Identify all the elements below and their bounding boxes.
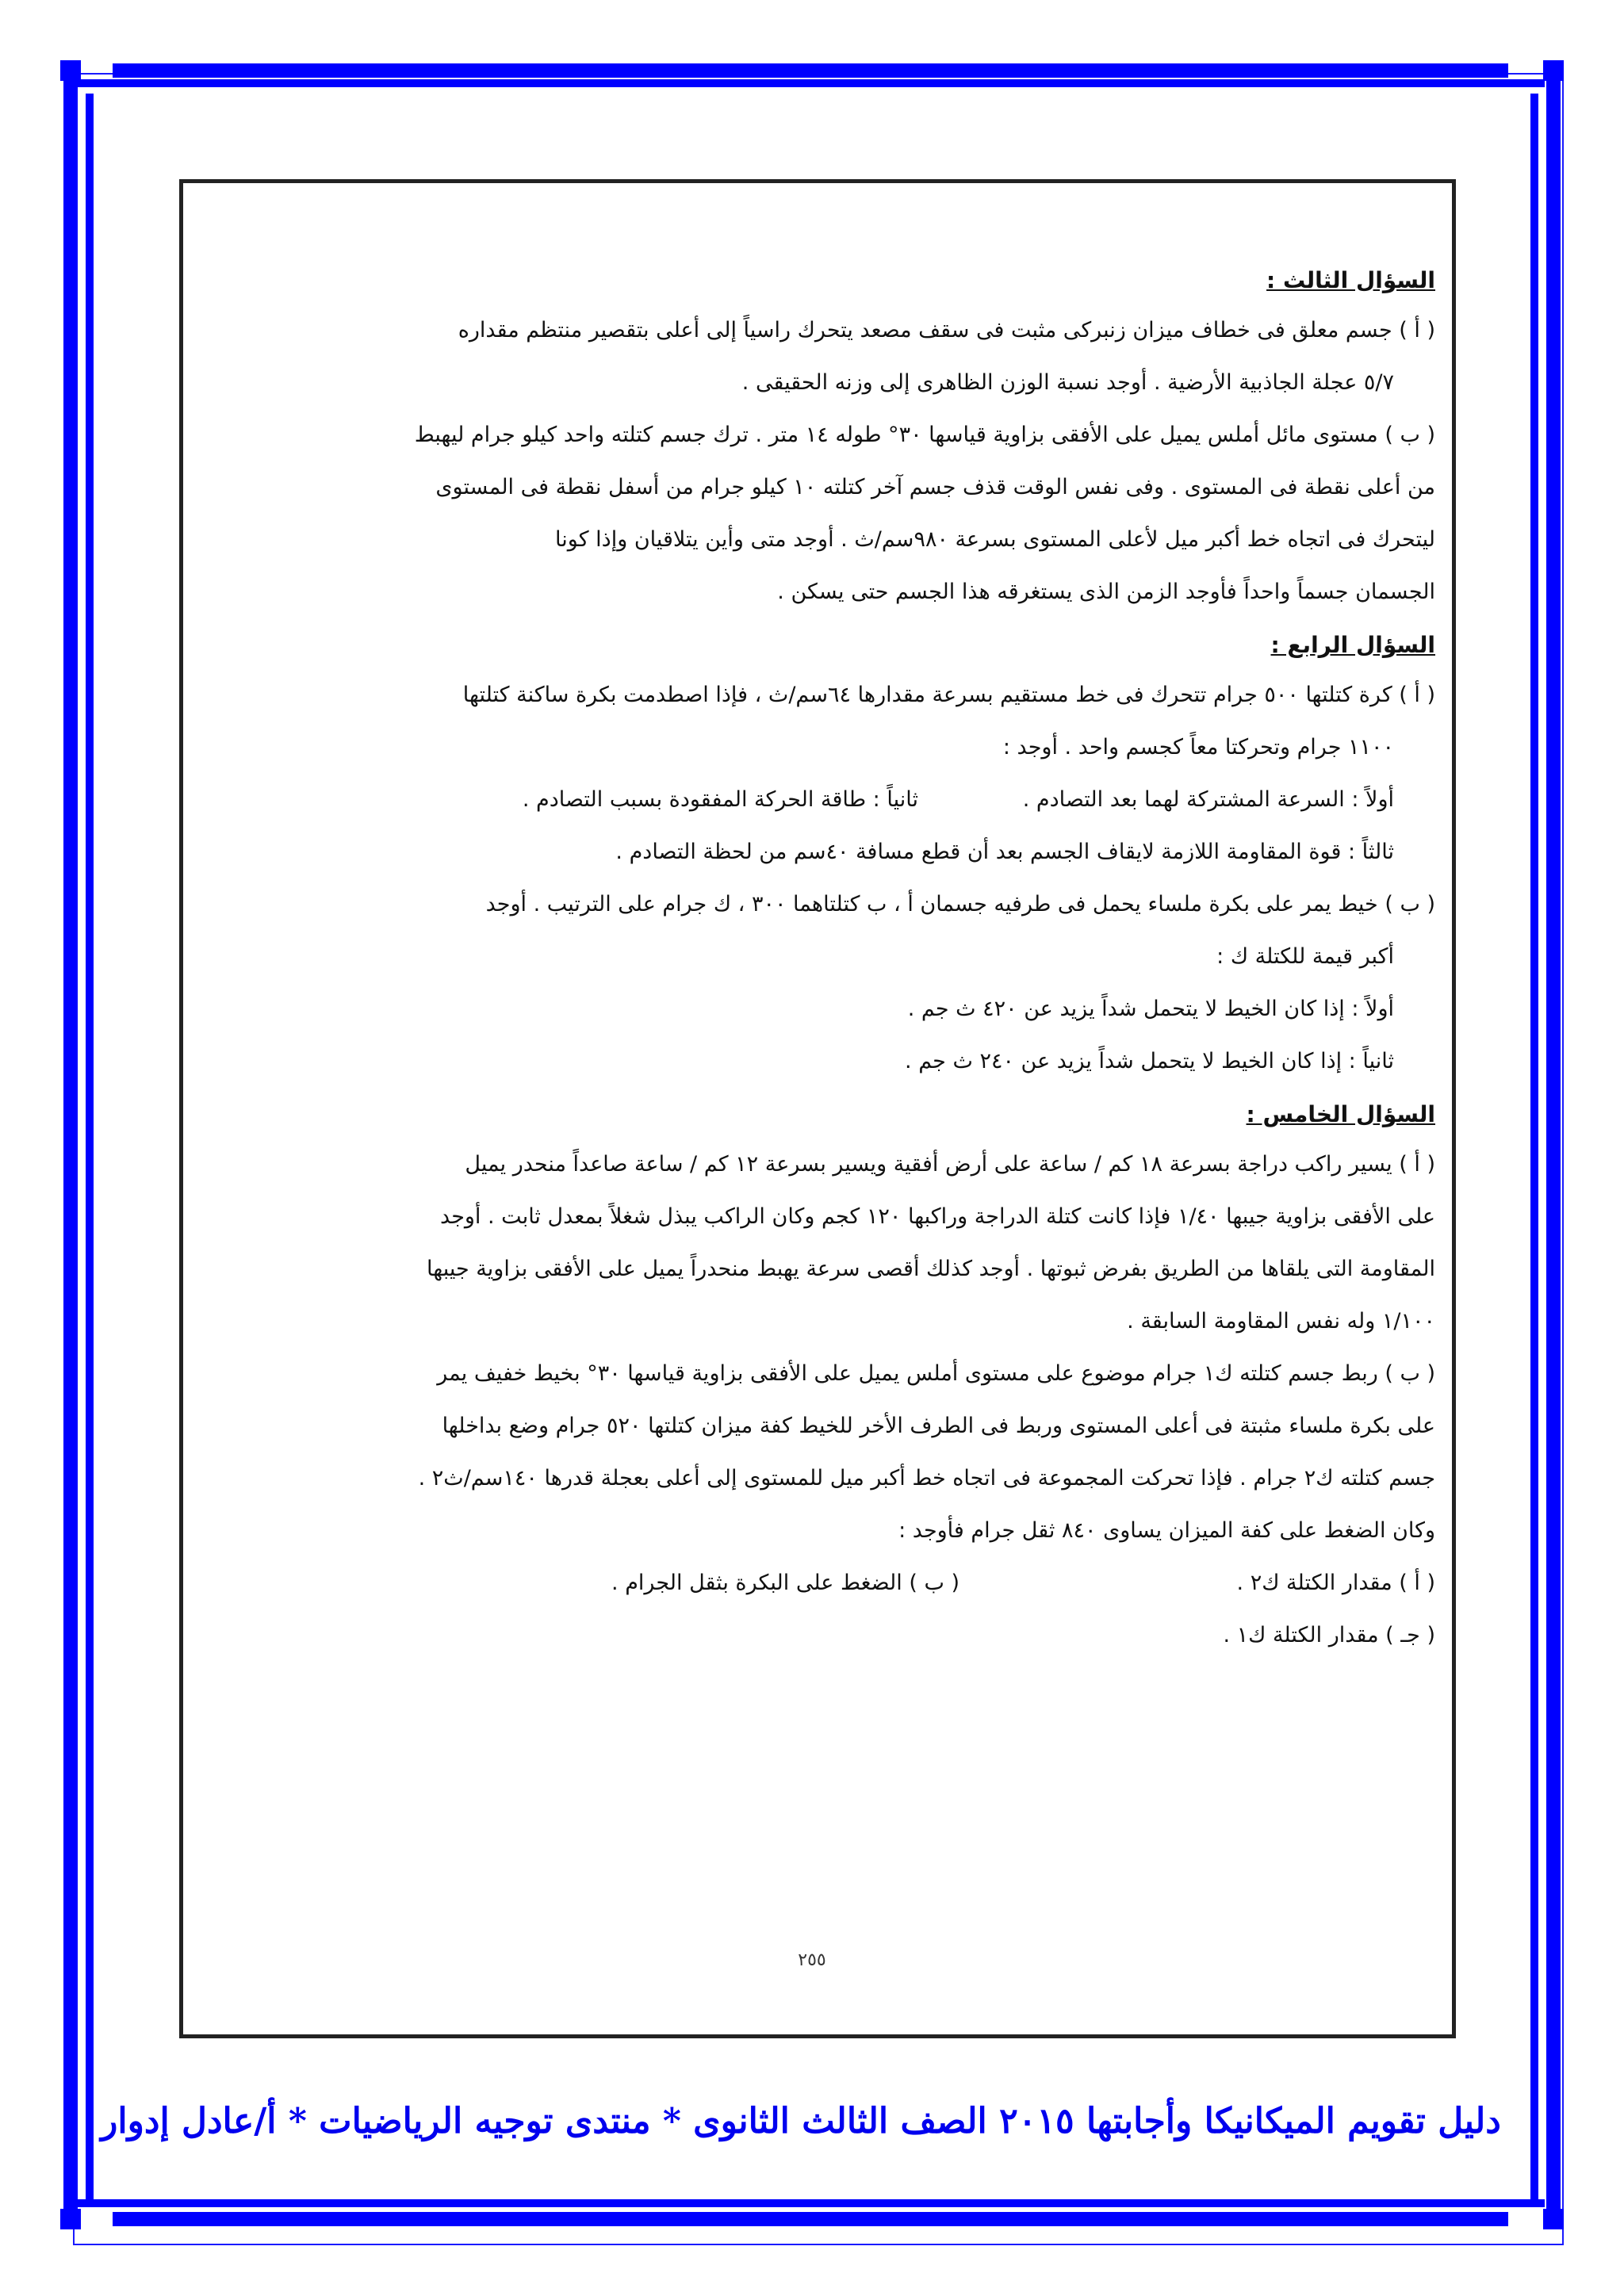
frame-right-bar <box>1546 79 1561 2220</box>
q5-part-b-line-3: جسم كتلته ك٢ جرام . فإذا تحركت المجموعة فى اتجاه خط أكبر ميل للمستوى إلى أعلى بعجلة قدرها ١٤٠سم/ث٢ . <box>418 1466 1435 1490</box>
q3-part-a-line-2: ٥/٧ عجلة الجاذبية الأرضية . أوجد نسبة الوزن الظاهرى إلى وزنه الحقيقى . <box>741 370 1394 395</box>
question-4-heading: السؤال الرابع : <box>1270 632 1435 658</box>
q3-part-a-line-1: ( أ ) جسم معلق فى خطاف ميزان زنبركى مثبت فى سقف مصعد يتحرك راسياً إلى أعلى بتقصير منتظم مقداره <box>458 318 1435 342</box>
frame-corner-bottom-right <box>1543 2209 1564 2229</box>
question-5-heading: السؤال الخامس : <box>1246 1101 1435 1127</box>
q4-part-b-line-1: ( ب ) خيط يمر على بكرة ملساء يحمل فى طرفيه جسمان أ ، ب كتلتاهما ٣٠٠ ، ك جرام على الترتيب . أوجد <box>485 892 1435 916</box>
q4-part-b-line-2: أكبر قيمة للكتلة ك : <box>1216 944 1394 969</box>
q3-part-b-line-4: الجسمان جسماً واحداً فأوجد الزمن الذى يستغرقه هذا الجسم حتى يسكن . <box>777 580 1435 604</box>
q5-part-b-item-a: ( أ ) مقدار الكتلة ك٢ . <box>1236 1571 1435 1595</box>
frame-bottom-bar <box>113 2212 1508 2226</box>
question-3-heading: السؤال الثالث : <box>1266 267 1435 293</box>
q3-part-b-line-2: من أعلى نقطة فى المستوى . وفى نفس الوقت قذف جسم آخر كتلته ١٠ كيلو جرام من أسفل نقطة فى المستوى <box>435 475 1435 499</box>
q5-part-b-line-1: ( ب ) ربط جسم كتلته ك١ جرام موضوع على مستوى أملس يميل على الأفقى بزاوية قياسها ٣٠° بخيط خفيف يمر <box>437 1361 1435 1386</box>
q5-part-b-item-b: ( ب ) الضغط على البكرة بثقل الجرام . <box>611 1571 959 1595</box>
q4-part-a-line-3 <box>198 774 1435 826</box>
q3-part-b-line-1: ( ب ) مستوى مائل أملس يميل على الأفقى بزاوية قياسها ٣٠° طوله ١٤ متر . ترك جسم كتلته واحد كيلو جرام ليهبط <box>414 423 1435 447</box>
frame-top-bar-thin <box>70 79 1545 87</box>
q5-part-a-line-4: ١/١٠٠ وله نفس المقاومة السابقة . <box>1127 1309 1435 1334</box>
q4-part-a-line-1: ( أ ) كرة كتلتها ٥٠٠ جرام تتحرك فى خط مستقيم بسرعة مقدارها ٦٤سم/ث ، فإذا اصطدمت بكرة ساكنة كتلتها <box>462 683 1435 707</box>
frame-left-bar-thin <box>86 94 94 2202</box>
q5-part-b-line-2: على بكرة ملساء مثبتة فى أعلى المستوى وربط فى الطرف الأخر للخيط كفة ميزان كتلتها ٥٢٠ جرام وضع بداخلها <box>442 1414 1435 1438</box>
q5-part-a-line-2: على الأفقى بزاوية جيبها ١/٤٠ فإذا كانت كتلة الدراجة وراكبها ١٢٠ كجم وكان الراكب يبذل شغلاً بمعدل ثابت . أوجد <box>440 1204 1435 1229</box>
q4-part-a-item-2: ثانياً : طاقة الحركة المفقودة بسبب التصادم . <box>522 787 918 812</box>
page-number: ٢٥٥ <box>798 1950 826 1970</box>
footer-caption: دليل تقويم الميكانيكا وأجابتها ٢٠١٥ الصف الثالث الثانوى * منتدى توجيه الرياضيات * أ/عادل إدوار <box>101 2101 1501 2141</box>
frame-left-bar <box>63 79 78 2220</box>
q4-part-a-line-4: ثالثاً : قوة المقاومة اللازمة لايقاف الجسم بعد أن قطع مسافة ٤٠سم من لحظة التصادم . <box>615 840 1394 864</box>
frame-corner-top-left <box>60 60 81 81</box>
frame-top-bar <box>113 63 1508 78</box>
frame-right-bar-thin <box>1530 94 1538 2202</box>
q4-part-a-line-2: ١١٠٠ جرام وتحركتا معاً كجسم واحد . أوجد : <box>1002 735 1394 760</box>
q5-part-b-line-4: وكان الضغط على كفة الميزان يساوى ٨٤٠ ثقل جرام فأوجد : <box>898 1518 1435 1543</box>
q5-part-a-line-1: ( أ ) يسير راكب دراجة بسرعة ١٨ كم / ساعة على أرض أفقية ويسير بسرعة ١٢ كم / ساعة صاعداً منحدر يميل <box>465 1152 1435 1177</box>
q5-part-b-line-6: ( جـ ) مقدار الكتلة ك١ . <box>1223 1623 1435 1647</box>
q4-part-b-line-4: ثانياً : إذا كان الخيط لا يتحمل شداً يزيد عن ٢٤٠ ث جم . <box>905 1049 1394 1073</box>
frame-corner-bottom-left <box>60 2209 81 2229</box>
exam-questions <box>198 254 1435 1662</box>
q4-part-b-line-3: أولاً : إذا كان الخيط لا يتحمل شداً يزيد عن ٤٢٠ ث جم . <box>907 997 1394 1021</box>
q5-part-a-line-3: المقاومة التى يلقاها من الطريق بفرض ثبوتها . أوجد كذلك أقصى سرعة يهبط منحدراً يميل على الأفقى بزاوية جيبها <box>427 1257 1435 1281</box>
frame-bottom-bar-thin <box>70 2199 1545 2207</box>
q4-part-a-item-1: أولاً : السرعة المشتركة لهما بعد التصادم . <box>1022 787 1394 812</box>
q5-part-b-line-5 <box>198 1557 1435 1609</box>
frame-corner-top-right <box>1543 60 1564 81</box>
q3-part-b-line-3: ليتحرك فى اتجاه خط أكبر ميل لأعلى المستوى بسرعة ٩٨٠سم/ث . أوجد متى وأين يتلاقيان وإذا كونا <box>555 527 1435 552</box>
